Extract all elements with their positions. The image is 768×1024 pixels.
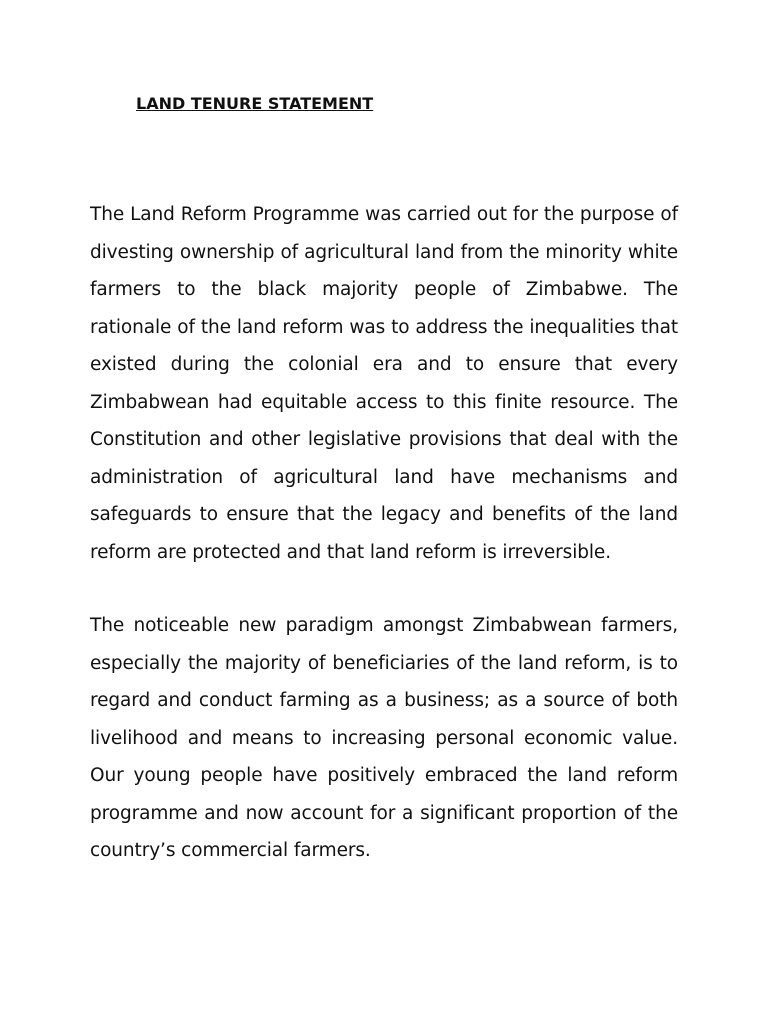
document-title: LAND TENURE STATEMENT bbox=[136, 94, 374, 113]
paragraph-land-reform-purpose: The Land Reform Programme was carried out for the purpose of divesting ownership of agricultural land from the minority white farmers to the black majority people of Zimbabwe. The rationale of the land reform was to address the inequalities that existed during the colonial era and to ensure that every Zimbabwean had equitable access to this finite resource. The Constitution and other legislative provisions that deal with the administration of agricultural land have mechanisms and safeguards to ensure that the legacy and benefits of the land reform are protected and that land reform is irreversible. bbox=[90, 204, 678, 563]
paragraph-farming-paradigm: The noticeable new paradigm amongst Zimbabwean farmers, especially the majority of beneficiaries of the land reform, is to regard and conduct farming as a business; as a source of both livelihood and means to increasing personal economic value. Our young people have positively embraced the land reform programme and now account for a significant proportion of the country’s commercial farmers. bbox=[90, 615, 678, 861]
